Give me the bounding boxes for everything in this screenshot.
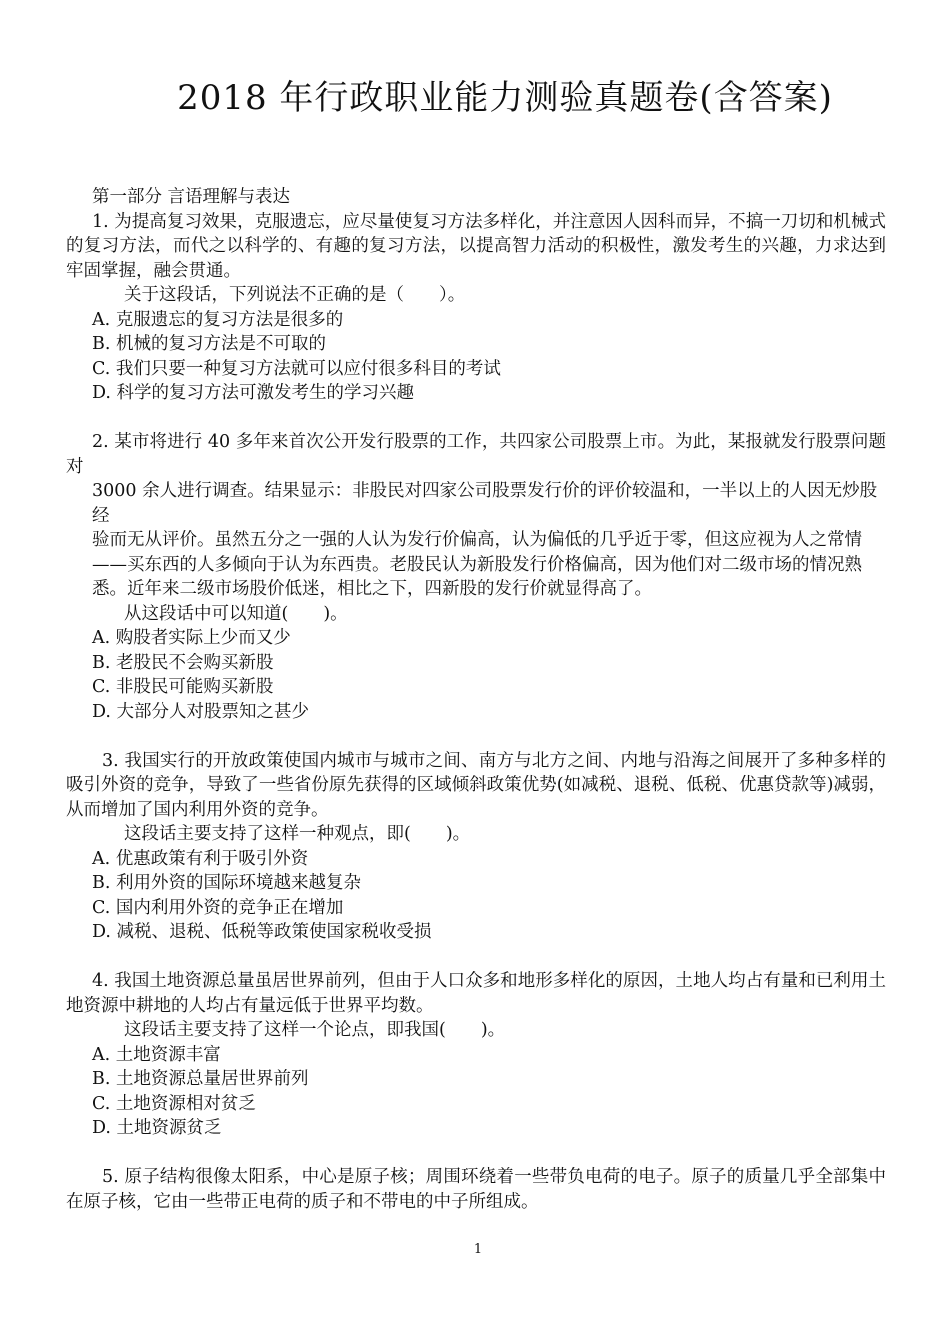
- question-4-text: 4. 我国土地资源总量虽居世界前列，但由于人口众多和地形多样化的原因，土地人均占有量和已利用土地资源中耕地的人均占有量远低于世界平均数。: [66, 971, 886, 1016]
- question-4-prompt: 这段话主要支持了这样一个论点，即我国( )。: [124, 1020, 506, 1040]
- section-heading: 第一部分 言语理解与表达: [92, 187, 291, 207]
- question-1-option-a: A. 克服遗忘的复习方法是很多的: [92, 309, 344, 330]
- question-3-option-c: C. 国内利用外资的竞争正在增加: [92, 897, 344, 918]
- question-2-option-d: D. 大部分人对股票知之甚少: [92, 701, 310, 722]
- question-4-option-c: C. 土地资源相对贫乏: [92, 1093, 256, 1114]
- question-1-text: 1. 为提高复习效果，克服遗忘，应尽量使复习方法多样化，并注意因人因科而异，不搞一刀切和机械式的复习方法，而代之以科学的、有趣的复习方法，以提高智力活动的积极性，激发考生的兴趣，力求达到牢固掌握，融会贯通。: [66, 211, 886, 281]
- question-4-option-d: D. 土地资源贫乏: [92, 1118, 222, 1138]
- question-2-option-a: A. 购股者实际上少而又少: [92, 628, 291, 648]
- question-3-option-a: A. 优惠政策有利于吸引外资: [92, 848, 309, 869]
- question-1-option-c: C. 我们只要一种复习方法就可以应付很多科目的考试: [92, 358, 501, 379]
- question-4: [66, 969, 886, 1141]
- question-3-prompt: 这段话主要支持了这样一种观点，即( )。: [124, 824, 471, 844]
- document-title: 2018 年行政职业能力测验真题卷(含答案): [177, 78, 833, 118]
- question-1: [66, 210, 886, 406]
- question-1-option-b: B. 机械的复习方法是不可取的: [92, 334, 326, 354]
- page-number: 1: [473, 1242, 483, 1257]
- question-2-option-c: C. 非股民可能购买新股: [92, 677, 274, 697]
- question-5-text: 5. 原子结构很像太阳系，中心是原子核；周围环绕着一些带负电荷的电子。原子的质量几乎全部集中在原子核，它由一些带正电荷的质子和不带电的中子所组成。: [66, 1167, 886, 1212]
- question-3-option-d: D. 减税、退税、低税等政策使国家税收受损: [92, 922, 432, 942]
- question-1-option-d: D. 科学的复习方法可激发考生的学习兴趣: [92, 383, 415, 403]
- question-3-text: 3. 我国实行的开放政策使国内城市与城市之间、南方与北方之间、内地与沿海之间展开了多种多样的吸引外资的竞争，导致了一些省份原先获得的区域倾斜政策优势(如减税、退税、低税、优惠贷款等)减弱，从而增加了国内利用外资的竞争。: [66, 750, 886, 820]
- question-2-option-b: B. 老股民不会购买新股: [92, 652, 274, 673]
- question-3-option-b: B. 利用外资的国际环境越来越复杂: [92, 873, 361, 893]
- question-1-prompt: 关于这段话，下列说法不正确的是（ ）。: [124, 285, 466, 305]
- document-body: [66, 185, 886, 1214]
- question-5: [66, 1165, 886, 1214]
- question-2-text-continued-1: 3000 余人进行调查。结果显示：非股民对四家公司股票发行价的评价较温和，一半以上的人因无炒股经: [92, 481, 878, 526]
- question-2-text: 2. 某市将进行 40 多年来首次公开发行股票的工作，共四家公司股票上市。为此，某报就发行股票问题对: [66, 432, 886, 477]
- question-3: [66, 749, 886, 945]
- question-2-prompt: 从这段话中可以知道( )。: [124, 603, 348, 624]
- question-4-option-a: A. 土地资源丰富: [92, 1044, 221, 1065]
- question-4-option-b: B. 土地资源总量居世界前列: [92, 1069, 309, 1089]
- question-2-text-continued-2: 验而无从评价。虽然五分之一强的人认为发行价偏高，认为偏低的几乎近于零，但这应视为人之常情——买东西的人多倾向于认为东西贵。老股民认为新股发行价格偏高，因为他们对二级市场的情况熟悉。近年来二级市场股价低迷，相比之下，四新股的发行价就显得高了。: [92, 530, 862, 599]
- question-2: [66, 430, 886, 724]
